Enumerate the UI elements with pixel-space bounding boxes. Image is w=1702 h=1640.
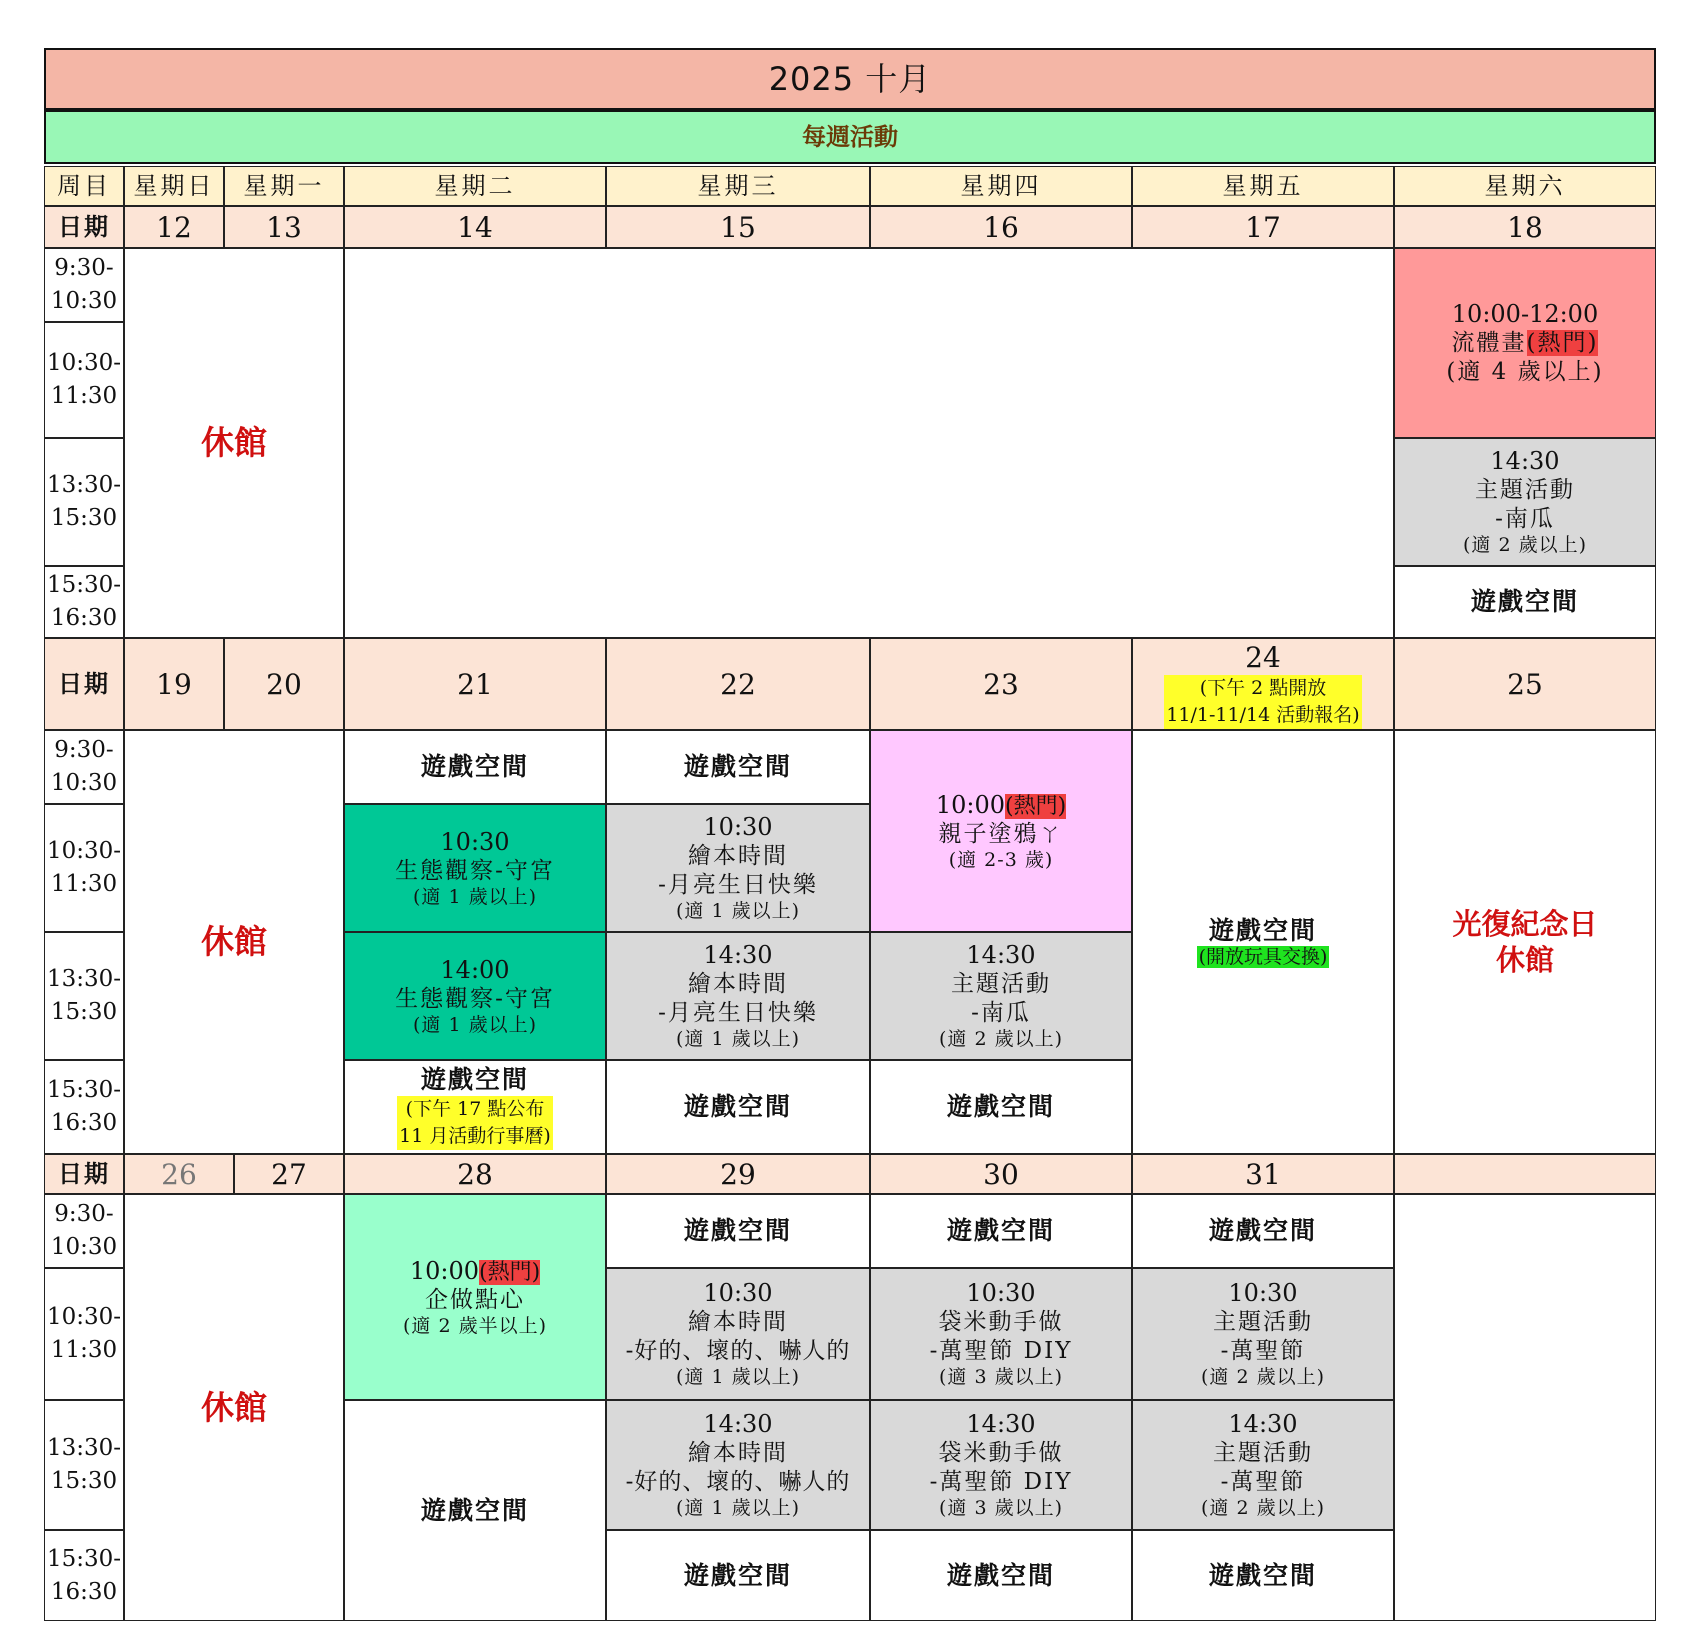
registration-note: (下午 2 點開放 11/1-11/14 活動報名) [1164,675,1361,729]
activity-subname: -月亮生日快樂 [658,1000,818,1027]
weekday-label: 周目 [44,166,124,206]
time-slot: 15:30- 16:30 [44,566,124,638]
time-slot: 9:30- 10:30 [44,1194,124,1268]
play-space-with-note [344,1060,606,1154]
date-number: 24 [1245,640,1281,674]
date-cell: 25 [1394,638,1656,730]
activity-age: (適 2 歲以上) [1463,533,1587,556]
time-slot: 10:30- 11:30 [44,322,124,438]
activity-subname: -萬聖節 [1220,1469,1306,1496]
toy-exchange-note: (開放玩具交換) [1198,945,1328,968]
activity-storytime [606,1268,870,1400]
date-cell-with-note [1132,638,1394,730]
activity-age: (適 1 歲以上) [413,1013,537,1036]
activity-subname: -好的、壞的、嚇人的 [625,1469,851,1496]
activity-time [936,790,1066,821]
time-slot: 10:30- 11:30 [44,1268,124,1400]
activity-name: 袋米動手做 [938,1440,1064,1467]
time-slot: 9:30- 10:30 [44,248,124,322]
date-cell: 16 [870,206,1132,248]
activity-fluid-art [1394,248,1656,438]
activity-subname: -月亮生日快樂 [658,872,818,899]
time-slot: 13:30- 15:30 [44,438,124,566]
activity-title: 流體畫 [1451,330,1527,357]
activity-subname: -萬聖節 [1220,1338,1306,1365]
activity-theme-halloween [1132,1400,1394,1530]
time-slot: 15:30- 16:30 [44,1530,124,1621]
activity-gecko-observation [344,804,606,932]
weekday-thu: 星期四 [870,166,1132,206]
activity-name: 袋米動手做 [938,1309,1064,1336]
activity-age: (適 3 歲以上) [939,1496,1063,1519]
activity-name: 親子塗鴉ㄚ [938,821,1064,847]
activity-time: 10:30 [966,1279,1036,1308]
time-slot: 10:30- 11:30 [44,804,124,932]
activity-time: 14:30 [703,941,773,970]
weekday-mon: 星期一 [224,166,344,206]
play-space: 遊戲空間 [1208,915,1317,945]
calendar-title: 2025 十月 [44,48,1656,110]
activity-subname: -好的、壞的、嚇人的 [625,1338,851,1365]
activity-subname: -萬聖節 DIY [929,1338,1073,1365]
activity-time: 14:30 [1490,447,1560,476]
activity-time: 14:30 [1228,1410,1298,1439]
date-cell: 26 [124,1154,234,1194]
play-space: 遊戲空間 [870,1060,1132,1154]
date-label: 日期 [44,638,124,730]
play-space: 遊戲空間 [606,1530,870,1621]
activity-time: 14:30 [966,1410,1036,1439]
weekday-tue: 星期二 [344,166,606,206]
date-cell: 28 [344,1154,606,1194]
weekday-wed: 星期三 [606,166,870,206]
activity-name: 主題活動 [1475,477,1575,504]
activity-age: (適 2 歲半以上) [403,1314,547,1337]
activity-time: 10:30 [1228,1279,1298,1308]
closed-label: 休館 [124,730,344,1154]
activity-time: 10:00-12:00 [1451,300,1599,329]
activity-theme-pumpkin [870,932,1132,1060]
date-cell: 23 [870,638,1132,730]
date-cell: 18 [1394,206,1656,248]
date-cell [1394,1154,1656,1194]
activity-time: 10:30 [440,827,510,856]
play-space: 遊戲空間 [606,730,870,804]
activity-storytime [606,804,870,932]
activity-name: 繪本時間 [688,971,788,998]
activity-age: (適 1 歲以上) [676,1365,800,1388]
holiday-closed [1394,730,1656,1154]
hot-badge: (熱門) [1526,330,1599,357]
date-cell: 22 [606,638,870,730]
activity-time-value: 10:00 [409,1256,479,1285]
hot-badge: (熱門) [1005,793,1067,819]
activity-age: (適 1 歲以上) [676,1496,800,1519]
activity-time: 14:30 [966,941,1036,970]
play-space: 遊戲空間 [344,730,606,804]
activity-time: 14:00 [440,955,510,984]
play-space: 遊戲空間 [1394,566,1656,638]
activity-age: (適 1 歲以上) [676,899,800,922]
activity-name: 繪本時間 [688,843,788,870]
date-cell: 21 [344,638,606,730]
activity-age: (適 2 歲以上) [1201,1496,1325,1519]
play-space: 遊戲空間 [344,1400,606,1621]
activity-age: (適 3 歲以上) [939,1365,1063,1388]
activity-subname: -南瓜 [1495,506,1555,533]
activity-craft [870,1268,1132,1400]
time-slot: 13:30- 15:30 [44,932,124,1060]
activity-theme-halloween [1132,1268,1394,1400]
time-slot: 9:30- 10:30 [44,730,124,804]
activity-name: 生態觀察-守宮 [395,857,555,884]
date-label: 日期 [44,1154,124,1194]
activity-time [410,1256,540,1287]
activity-gecko-observation [344,932,606,1060]
activity-name: 繪本時間 [688,1309,788,1336]
play-space: 遊戲空間 [870,1194,1132,1268]
activity-storytime [606,932,870,1060]
date-cell: 13 [224,206,344,248]
holiday-name: 光復紀念日 [1452,906,1598,941]
date-cell: 19 [124,638,224,730]
activity-doodle [870,730,1132,932]
activity-snack-making [344,1194,606,1400]
activity-subname: -南瓜 [971,1000,1031,1027]
play-space: 遊戲空間 [606,1194,870,1268]
activity-storytime [606,1400,870,1530]
activity-time: 14:30 [703,1410,773,1439]
activity-name: 主題活動 [951,971,1051,998]
empty-block [344,248,1394,638]
date-cell: 12 [124,206,224,248]
announcement-note: (下午 17 點公布 11 月活動行事曆) [397,1096,553,1150]
date-cell: 20 [224,638,344,730]
play-space: 遊戲空間 [1132,1194,1394,1268]
activity-name [1452,329,1599,358]
hot-badge: (熱門) [479,1259,541,1285]
weekday-sun: 星期日 [124,166,224,206]
date-label: 日期 [44,206,124,248]
closed-label: 休館 [1495,943,1554,977]
activity-theme-pumpkin [1394,438,1656,566]
activity-time: 10:30 [703,1279,773,1308]
play-space: 遊戲空間 [420,1065,529,1095]
activity-subname: -萬聖節 DIY [929,1469,1073,1496]
date-cell: 15 [606,206,870,248]
date-cell: 31 [1132,1154,1394,1194]
date-cell: 27 [234,1154,344,1194]
activity-age: (適 2-3 歲) [948,848,1054,871]
time-slot: 13:30- 15:30 [44,1400,124,1530]
empty-cell [1394,1194,1656,1621]
time-slot: 15:30- 16:30 [44,1060,124,1154]
play-space: 遊戲空間 [606,1060,870,1154]
date-cell: 17 [1132,206,1394,248]
activity-craft [870,1400,1132,1530]
calendar-sheet [44,48,1656,1621]
activity-age: (適 2 歲以上) [939,1027,1063,1050]
play-space: 遊戲空間 [1132,1530,1394,1621]
activity-age: (適 1 歲以上) [413,885,537,908]
activity-age: (適 1 歲以上) [676,1027,800,1050]
weekday-fri: 星期五 [1132,166,1394,206]
activity-name: 繪本時間 [688,1440,788,1467]
play-space-toy-exchange [1132,730,1394,1154]
date-cell: 30 [870,1154,1132,1194]
activity-name: 主題活動 [1213,1440,1313,1467]
date-cell: 14 [344,206,606,248]
activity-name: 企做點心 [425,1287,525,1313]
activity-name: 主題活動 [1213,1309,1313,1336]
weekday-sat: 星期六 [1394,166,1656,206]
activity-time: 10:30 [703,813,773,842]
closed-label: 休館 [124,248,344,638]
activity-age: (適 4 歲以上) [1446,359,1604,385]
activity-time-value: 10:00 [935,790,1005,819]
calendar-subtitle: 每週活動 [44,110,1656,164]
activity-age: (適 2 歲以上) [1201,1365,1325,1388]
play-space: 遊戲空間 [870,1530,1132,1621]
date-cell: 29 [606,1154,870,1194]
closed-label: 休館 [124,1194,344,1621]
activity-name: 生態觀察-守宮 [395,985,555,1012]
